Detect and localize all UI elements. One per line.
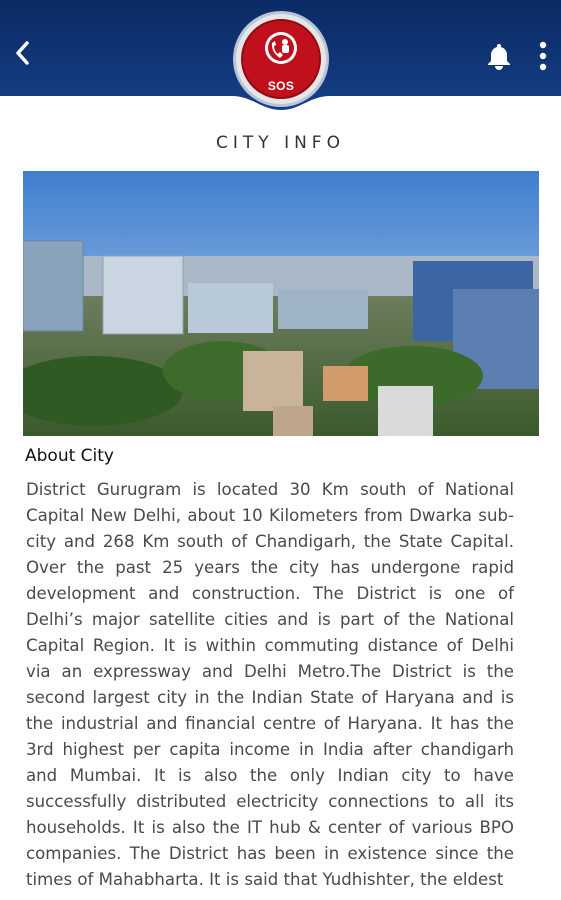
sos-button[interactable] <box>232 10 330 108</box>
city-skyline-illustration <box>23 171 539 436</box>
about-city-heading: About City <box>25 446 114 466</box>
sos-badge <box>232 10 330 108</box>
chevron-left-icon <box>12 40 34 66</box>
emergency-call-icon <box>265 32 297 64</box>
sos-label: SOS <box>267 79 295 93</box>
page-title: CITY INFO <box>216 133 345 153</box>
notifications-button[interactable] <box>482 38 516 74</box>
overflow-menu-button[interactable] <box>528 38 558 74</box>
back-button[interactable] <box>6 34 40 72</box>
app-header <box>0 0 561 110</box>
more-vertical-icon <box>538 41 548 71</box>
city-skyline-photo <box>23 171 539 436</box>
bell-icon <box>486 42 512 70</box>
about-city-text: District Gurugram is located 30 Km south of National Capital New Delhi, about 10 Kilometers from Dwarka sub-city and 268 Km south of Chandigarh, the State Capital. Over the past 25 years the city has undergone rapid development and construction. The District is one of Delhi’s major satellite cities and is part of the National Capital Region. It is within commuting distance of Delhi via an expressway and Delhi Metro.The District is the second largest city in the Indian State of Haryana and is the industrial and financial centre of Haryana. It has the 3rd highest per capita income in India after chandigarh and Mumbai. It is also the only Indian city to have successfully distributed electricity connections to all its households. It is also the IT hub & center of various BPO companies. The District has been in existence since the times of Mahabharta. It is said that Yudhishter, the eldest <box>26 480 514 889</box>
